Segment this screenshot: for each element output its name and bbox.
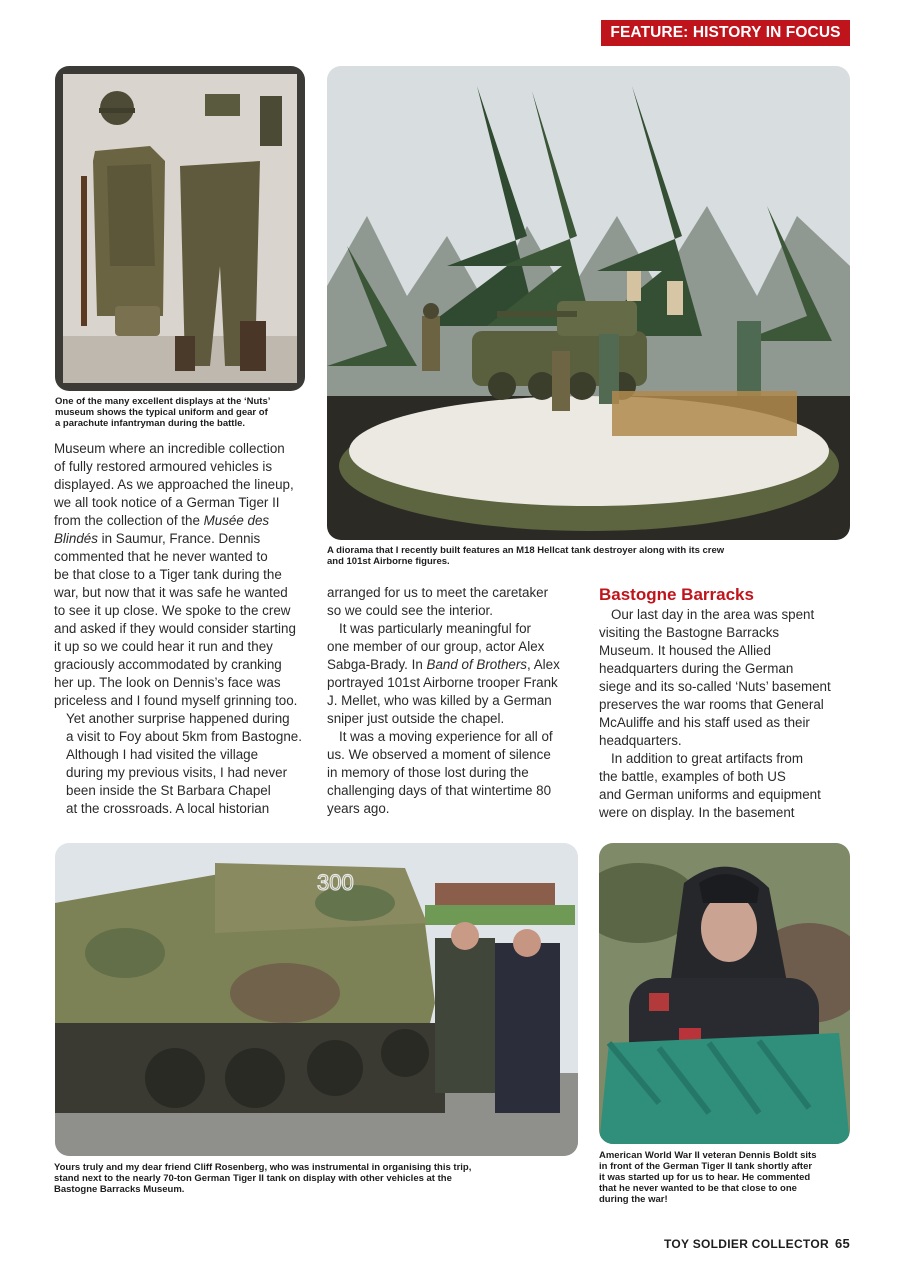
- page-footer: [664, 1236, 850, 1251]
- display-caption: One of the many excellent displays at the ‘Nuts’ museum shows the typical uniform and gear of a parachute infantryman during the battle.: [55, 396, 271, 429]
- paragraph: It was a moving experience for all of us. We observed a moment of silence in memory of those lost during the challenging days of that wintertime 80 years ago.: [327, 729, 553, 816]
- paragraph: It was particularly meaningful for one member of our group, actor Alex Sabga-Brady. In Band of Brothers, Alex portrayed 101st Airborne trooper Frank J. Mellet, who was killed by a German sniper just outside the chapel.: [327, 621, 560, 726]
- tiger-tank-photo: [55, 843, 578, 1156]
- paragraph: arranged for us to meet the caretaker so we could see the interior.: [327, 585, 549, 618]
- veteran-photo: [599, 843, 850, 1144]
- paragraph: Our last day in the area was spent visiting the Bastogne Barracks Museum. It housed the Allied headquarters during the German siege and its so-called ‘Nuts’ basement preserves the war rooms that General McAuliffe and his staff used as their headquarters.: [599, 607, 831, 748]
- tiger-caption: Yours truly and my dear friend Cliff Rosenberg, who was instrumental in organising this trip, stand next to the nearly 70-ton German Tiger II tank on display with other vehicles at the Bastogne Barracks Museum.: [54, 1162, 472, 1195]
- paragraph: Yet another surprise happened during a visit to Foy about 5km from Bastogne. Although I had visited the village during my previous visits, I had never been inside the St Barbara Chapel at the crossroads. A local historian: [66, 711, 302, 816]
- diorama-photo: [327, 66, 850, 540]
- magazine-title: TOY SOLDIER COLLECTOR: [663, 1237, 829, 1251]
- column-3-text: [599, 606, 851, 822]
- display-case-photo: [55, 66, 305, 391]
- section-heading: Bastogne Barracks: [599, 585, 754, 604]
- paragraph: Museum where an incredible collection of fully restored armoured vehicles is displayed. As we approached the lineup, we all took notice of a German Tiger II from the collection of the Musée des Blindés in Saumur, France. Dennis commented that he never wanted to be that close to a Tiger tank during the war, but now that it was safe he wanted to see it up close. We spoke to the crew and asked if they would consider starting it up so we could hear it run and they graciously accommodated by cranking her up. The look on Dennis’s face was priceless and I found myself grinning too.: [54, 441, 298, 708]
- column-1-text: [54, 440, 306, 818]
- page-number: 65: [834, 1236, 850, 1251]
- section-banner: FEATURE: HISTORY IN FOCUS: [601, 20, 850, 46]
- column-2-text: [327, 584, 582, 818]
- diorama-caption: A diorama that I recently built features an M18 Hellcat tank destroyer along with its crew and 101st Airborne figures.: [327, 545, 725, 567]
- veteran-caption: American World War II veteran Dennis Boldt sits in front of the German Tiger II tank shortly after it was started up for us to hear. He commented that he never wanted to be that close to one during the war!: [599, 1150, 817, 1205]
- paragraph: In addition to great artifacts from the battle, examples of both US and German uniforms and equipment were on display. In the basement: [599, 751, 821, 820]
- tank-number: 300: [317, 870, 354, 895]
